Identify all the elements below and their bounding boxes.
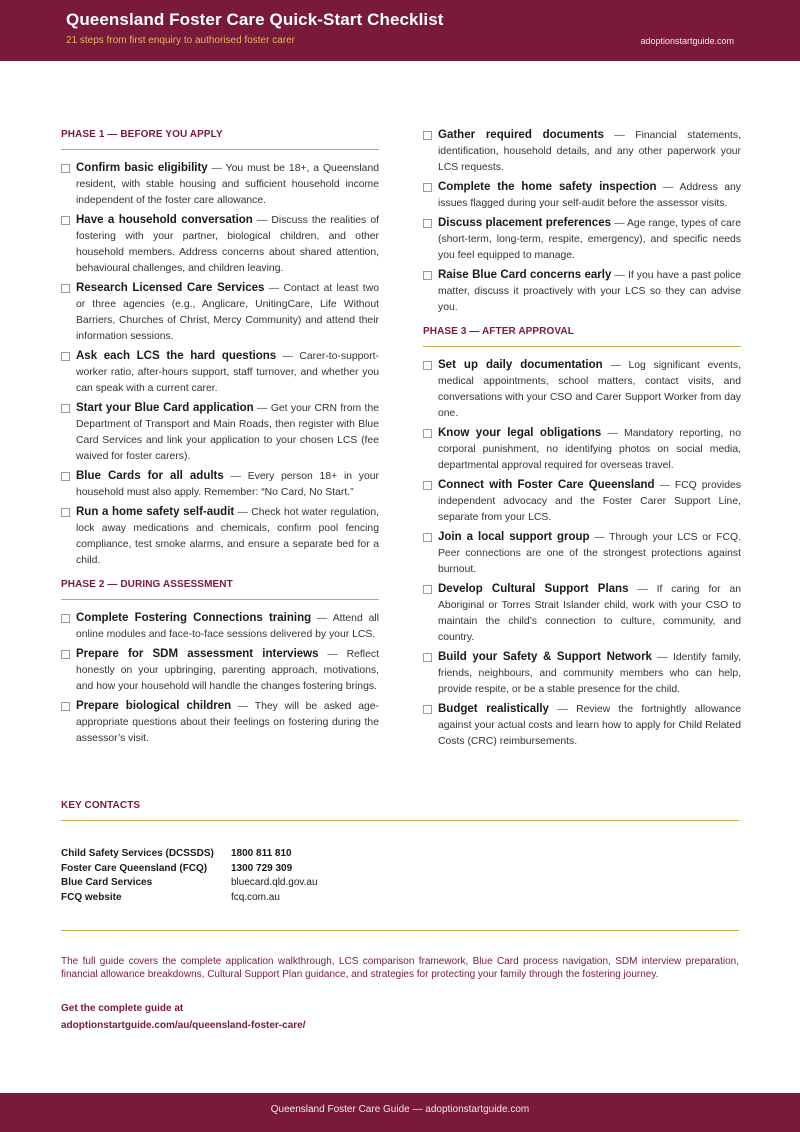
checklist-item — [423, 701, 741, 750]
checklist-item — [423, 267, 741, 316]
checkbox-icon[interactable] — [423, 183, 432, 192]
contact-value: 1300 729 309 — [231, 862, 293, 874]
phase-3-list — [423, 357, 741, 750]
item-text: Reflect honestly on your upbringing, parenting approach, motivations, and how your household will handle the changes fostering brings. — [76, 649, 379, 692]
item-dash: — — [231, 701, 255, 712]
phase-3-heading: PHASE 3 — AFTER APPROVAL — [423, 326, 741, 347]
item-text: Through your LCS or FCQ. Peer connections are one of the strongest protections against burnout. — [438, 532, 741, 575]
item-lead: Complete the home safety inspection — [438, 181, 657, 193]
checklist-item — [423, 357, 741, 422]
checklist-item — [423, 425, 741, 474]
footer-text: Queensland Foster Care Guide — adoptionstartguide.com — [270, 1104, 530, 1115]
contact-row — [61, 847, 739, 862]
contact-name: Blue Card Services — [61, 877, 153, 889]
checkbox-icon[interactable] — [61, 216, 70, 225]
item-text: Get your CRN from the Department of Transport and Main Roads, then register with Blue Card Services and link your application to your chosen LCS (fee waived for foster carers). — [76, 403, 379, 462]
item-lead: Know your legal obligations — [438, 427, 602, 439]
item-text: If caring for an Aboriginal or Torres Strait Islander child, work with your CSO to maintain the child’s connection to culture, community, and country. — [438, 584, 741, 643]
contact-name: FCQ website — [61, 891, 122, 903]
checklist-item — [423, 477, 741, 526]
checklist-item — [423, 127, 741, 176]
checklist-item — [423, 649, 741, 698]
checkbox-icon[interactable] — [423, 585, 432, 594]
checklist-item — [61, 348, 379, 397]
contact-name: Child Safety Services (DCSSDS) — [61, 848, 214, 859]
phase-2-heading: PHASE 2 — DURING ASSESSMENT — [61, 579, 379, 600]
section-divider — [61, 930, 739, 931]
item-dash: — — [318, 649, 347, 660]
item-text: Attend all online modules and face-to-face sessions delivered by your LCS. — [76, 613, 379, 640]
item-lead: Connect with Foster Care Queensland — [438, 479, 655, 491]
page-footer — [0, 1093, 800, 1132]
phase-1-heading: PHASE 1 — BEFORE YOU APPLY — [61, 129, 379, 150]
checkbox-icon[interactable] — [423, 429, 432, 438]
item-dash: — — [611, 270, 628, 281]
item-lead: Research Licensed Care Services — [76, 282, 265, 294]
checklist-item — [61, 504, 379, 569]
item-text: Mandatory reporting, no corporal punishment, no identifying photos on social media, departmental approval required for overseas travel. — [438, 428, 741, 471]
checklist-item — [61, 468, 379, 501]
item-lead: Budget realistically — [438, 703, 549, 715]
item-lead: Start your Blue Card application — [76, 402, 254, 414]
item-text: Financial statements, identification, household details, and any other paperwork your LCS requests. — [438, 130, 741, 173]
checkbox-icon[interactable] — [61, 614, 70, 623]
page-header — [0, 0, 800, 61]
checkbox-icon[interactable] — [423, 533, 432, 542]
item-dash: — — [654, 480, 675, 491]
item-lead: Have a household conversation — [76, 214, 253, 226]
checkbox-icon[interactable] — [423, 361, 432, 370]
checkbox-icon[interactable] — [61, 164, 70, 173]
item-lead: Complete Fostering Connections training — [76, 612, 312, 624]
item-dash: — — [253, 403, 271, 414]
right-column — [423, 127, 741, 753]
item-dash: — — [234, 507, 252, 518]
item-dash: — — [589, 532, 610, 543]
item-dash: — — [601, 428, 625, 439]
item-dash: — — [651, 652, 673, 663]
item-lead: Run a home safety self-audit — [76, 506, 235, 518]
checklist-item — [61, 212, 379, 277]
phase-2-list-a — [61, 610, 379, 747]
checkbox-icon[interactable] — [61, 702, 70, 711]
item-text: Address any issues flagged during your self-audit before the assessor visits. — [438, 182, 741, 209]
item-lead: Ask each LCS the hard questions — [76, 350, 277, 362]
item-text: Log significant events, medical appointments, school matters, contact visits, and conversations with your CSO and Carer Support Worker from day one. — [438, 360, 741, 419]
item-text: Check hot water regulation, lock away medications and chemicals, confirm pool fencing compliance, test smoke alarms, and ensure a separate bed for a child. — [76, 507, 379, 566]
checklist-item — [61, 698, 379, 747]
checklist-item — [61, 646, 379, 695]
item-dash: — — [276, 351, 300, 362]
checklist-item — [423, 215, 741, 264]
cta-link[interactable]: adoptionstartguide.com/au/queensland-foster-care/ — [61, 1020, 306, 1031]
item-lead: Set up daily documentation — [438, 359, 603, 371]
contact-row — [61, 862, 739, 877]
checklist-item — [61, 160, 379, 209]
guide-summary: The full guide covers the complete application walkthrough, LCS comparison framework, Blue Card process navigation, SDM interview preparation, financial allowance breakdowns, Cultural Support Plan guidance, and strategies for protecting your family through the fostering journey. — [61, 956, 739, 980]
item-lead: Discuss placement preferences — [438, 217, 611, 229]
item-text: Contact at least two or three agencies (e.g., Anglicare, UnitingCare, Life Without Barriers, Churches of Christ, Mercy Community) and attend their information sessions. — [76, 283, 379, 342]
checkbox-icon[interactable] — [423, 653, 432, 662]
contact-row — [61, 876, 739, 891]
cta-label: Get the complete guide at — [61, 1003, 184, 1014]
contact-row — [61, 891, 739, 906]
checklist-item — [61, 280, 379, 345]
item-text: If you have a past police matter, discuss it proactively with your LCS so they can advise you. — [438, 270, 741, 313]
item-dash: — — [656, 182, 680, 193]
contact-name: Foster Care Queensland (FCQ) — [61, 862, 208, 874]
left-column — [61, 127, 379, 750]
item-dash: — — [252, 215, 272, 226]
checkbox-icon[interactable] — [61, 650, 70, 659]
item-dash: — — [223, 471, 248, 482]
item-dash: — — [207, 163, 226, 174]
item-text: Review the fortnightly allowance against your actual costs and learn how to apply for Child Related Costs (CRC) reimbursements. — [438, 704, 741, 747]
item-lead: Blue Cards for all adults — [76, 470, 224, 482]
item-lead: Gather required documents — [438, 129, 604, 141]
page-title: Queensland Foster Care Quick-Start Checklist — [66, 10, 444, 29]
key-contacts — [61, 800, 739, 905]
checklist-item — [423, 529, 741, 578]
checkbox-icon[interactable] — [423, 219, 432, 228]
item-dash: — — [264, 283, 284, 294]
checklist-item — [61, 400, 379, 465]
item-dash: — — [311, 613, 333, 624]
item-lead: Confirm basic eligibility — [76, 162, 208, 174]
item-text: Identify family, friends, neighbours, and community members who can help, provide respite, or be a stable presence for the child. — [438, 652, 741, 695]
item-text: You must be 18+, a Queensland resident, with stable housing and sufficient household income independent of the foster care allowance. — [76, 163, 379, 206]
checkbox-icon[interactable] — [61, 508, 70, 517]
contact-value[interactable]: fcq.com.au — [231, 891, 280, 903]
checkbox-icon[interactable] — [423, 481, 432, 490]
item-dash: — — [602, 360, 629, 371]
phase-1-list — [61, 160, 379, 569]
item-text: Age range, types of care (short-term, long-term, respite, emergency), and specific needs you feel equipped to manage. — [438, 218, 741, 261]
item-text: Discuss the realities of fostering with your partner, biological children, and other household members. Address concerns about shared attention, behavioural challenges, and children leaving. — [76, 215, 380, 274]
item-dash: — — [548, 704, 577, 715]
item-text: Carer-to-support-worker ratio, after-hours support, staff turnover, and whether you can speak with a current carer. — [76, 351, 380, 394]
item-dash: — — [603, 130, 636, 141]
checkbox-icon[interactable] — [423, 271, 432, 280]
item-lead: Develop Cultural Support Plans — [438, 583, 629, 595]
item-text: Every person 18+ in your household must also apply. Remember: “No Card, No Start.” — [76, 471, 380, 498]
page-subtitle: 21 steps from first enquiry to authorised foster carer — [66, 35, 295, 46]
item-dash: — — [628, 584, 657, 595]
item-dash: — — [610, 218, 627, 229]
item-lead: Build your Safety & Support Network — [438, 651, 652, 663]
item-text: FCQ provides independent advocacy and the Foster Carer Support Line, separate from your LCS. — [438, 480, 741, 523]
contacts-heading: KEY CONTACTS — [61, 800, 739, 821]
item-lead: Prepare for SDM assessment interviews — [76, 648, 319, 660]
item-lead: Prepare biological children — [76, 700, 232, 712]
item-text: They will be asked age-appropriate questions about their feelings on fostering during the assessor’s visit. — [76, 701, 379, 744]
checklist-item — [423, 179, 741, 212]
header-site[interactable]: adoptionstartguide.com — [640, 36, 734, 46]
checklist-item — [61, 610, 379, 643]
checklist-item — [423, 581, 741, 646]
checkbox-icon[interactable] — [61, 404, 70, 413]
contacts-list — [61, 847, 739, 905]
checkbox-icon[interactable] — [61, 284, 70, 293]
item-lead: Join a local support group — [438, 531, 590, 543]
checkbox-icon[interactable] — [61, 472, 70, 481]
contact-value[interactable]: bluecard.qld.gov.au — [231, 877, 318, 889]
checkbox-icon[interactable] — [423, 131, 432, 140]
contact-value: 1800 811 810 — [231, 848, 292, 859]
checkbox-icon[interactable] — [423, 705, 432, 714]
checkbox-icon[interactable] — [61, 352, 70, 361]
phase-2-list-b — [423, 127, 741, 316]
item-lead: Raise Blue Card concerns early — [438, 269, 612, 281]
